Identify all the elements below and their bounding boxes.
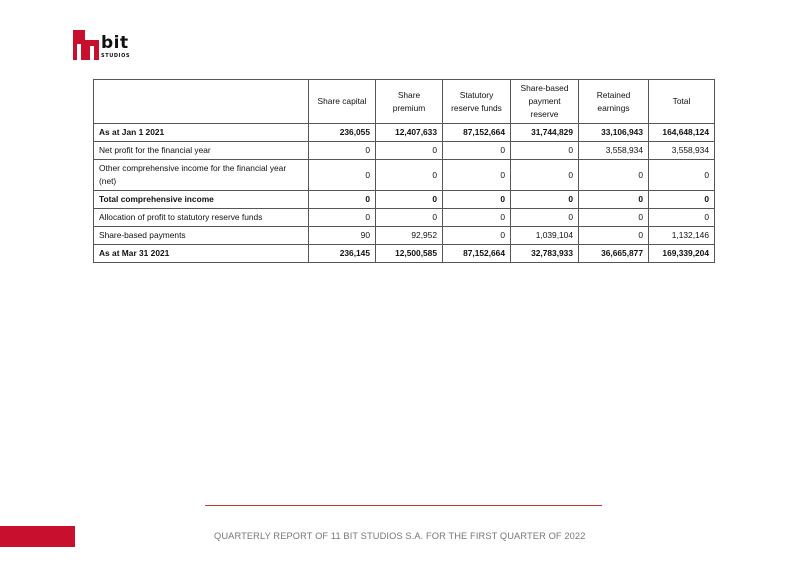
column-header: Statutory reserve funds [443, 80, 511, 124]
table-cell: 0 [443, 160, 511, 191]
table-cell: 36,665,877 [579, 245, 649, 263]
column-header: Retained earnings [579, 80, 649, 124]
row-label: As at Jan 1 2021 [94, 124, 309, 142]
table-header-row [94, 80, 715, 124]
table-cell: 236,145 [309, 245, 376, 263]
table-body [94, 124, 715, 263]
table-cell: 0 [511, 160, 579, 191]
table-cell: 0 [376, 142, 443, 160]
table-row [94, 191, 715, 209]
table-cell: 0 [579, 209, 649, 227]
company-logo [73, 30, 133, 60]
footer-accent-bar [0, 526, 75, 547]
column-header: Share premium [376, 80, 443, 124]
table-cell: 0 [309, 191, 376, 209]
row-label: Allocation of profit to statutory reserve funds [94, 209, 309, 227]
equity-changes-table [93, 79, 715, 263]
table-cell: 31,744,829 [511, 124, 579, 142]
table-cell: 0 [309, 142, 376, 160]
column-header: Share-based payment reserve [511, 80, 579, 124]
table-cell: 0 [443, 142, 511, 160]
table-cell: 0 [309, 209, 376, 227]
logo-mark-icon [73, 30, 101, 60]
table-cell: 92,952 [376, 227, 443, 245]
table-row [94, 160, 715, 191]
table-cell: 0 [579, 191, 649, 209]
table-cell: 0 [649, 160, 715, 191]
table-row [94, 227, 715, 245]
table-cell: 90 [309, 227, 376, 245]
table-cell: 0 [511, 142, 579, 160]
table-row [94, 209, 715, 227]
row-label: Share-based payments [94, 227, 309, 245]
table-cell: 0 [649, 209, 715, 227]
table-cell: 236,055 [309, 124, 376, 142]
table-cell: 87,152,664 [443, 245, 511, 263]
table-cell: 169,339,204 [649, 245, 715, 263]
table-cell: 0 [511, 191, 579, 209]
table-cell: 33,106,943 [579, 124, 649, 142]
table-cell: 1,132,146 [649, 227, 715, 245]
column-header: Total [649, 80, 715, 124]
table-cell: 0 [309, 160, 376, 191]
table-cell: 0 [443, 227, 511, 245]
row-label: Total comprehensive income [94, 191, 309, 209]
table-cell: 0 [376, 160, 443, 191]
table-cell: 3,558,934 [579, 142, 649, 160]
row-label: Net profit for the financial year [94, 142, 309, 160]
table-cell: 164,648,124 [649, 124, 715, 142]
footer-caption: QUARTERLY REPORT OF 11 BIT STUDIOS S.A. FOR THE FIRST QUARTER OF 2022 [214, 531, 586, 541]
table-cell: 0 [376, 191, 443, 209]
table-cell: 3,558,934 [649, 142, 715, 160]
table-cell: 32,783,933 [511, 245, 579, 263]
column-header: Share capital [309, 80, 376, 124]
table-cell: 1,039,104 [511, 227, 579, 245]
table-row [94, 124, 715, 142]
table-row [94, 245, 715, 263]
row-label: Other comprehensive income for the financial year (net) [94, 160, 309, 191]
table-row [94, 142, 715, 160]
table-cell: 0 [443, 209, 511, 227]
table-cell: 0 [579, 160, 649, 191]
table-cell: 0 [376, 209, 443, 227]
logo-subtext: STUDIOS [101, 53, 131, 59]
table-cell: 0 [649, 191, 715, 209]
table-cell: 0 [443, 191, 511, 209]
table-cell: 12,500,585 [376, 245, 443, 263]
footer-divider [205, 505, 602, 506]
logo-text: bit [101, 33, 129, 53]
table-cell: 87,152,664 [443, 124, 511, 142]
table-cell: 0 [511, 209, 579, 227]
table-cell: 12,407,633 [376, 124, 443, 142]
row-label: As at Mar 31 2021 [94, 245, 309, 263]
table-cell: 0 [579, 227, 649, 245]
header-blank [94, 80, 309, 124]
